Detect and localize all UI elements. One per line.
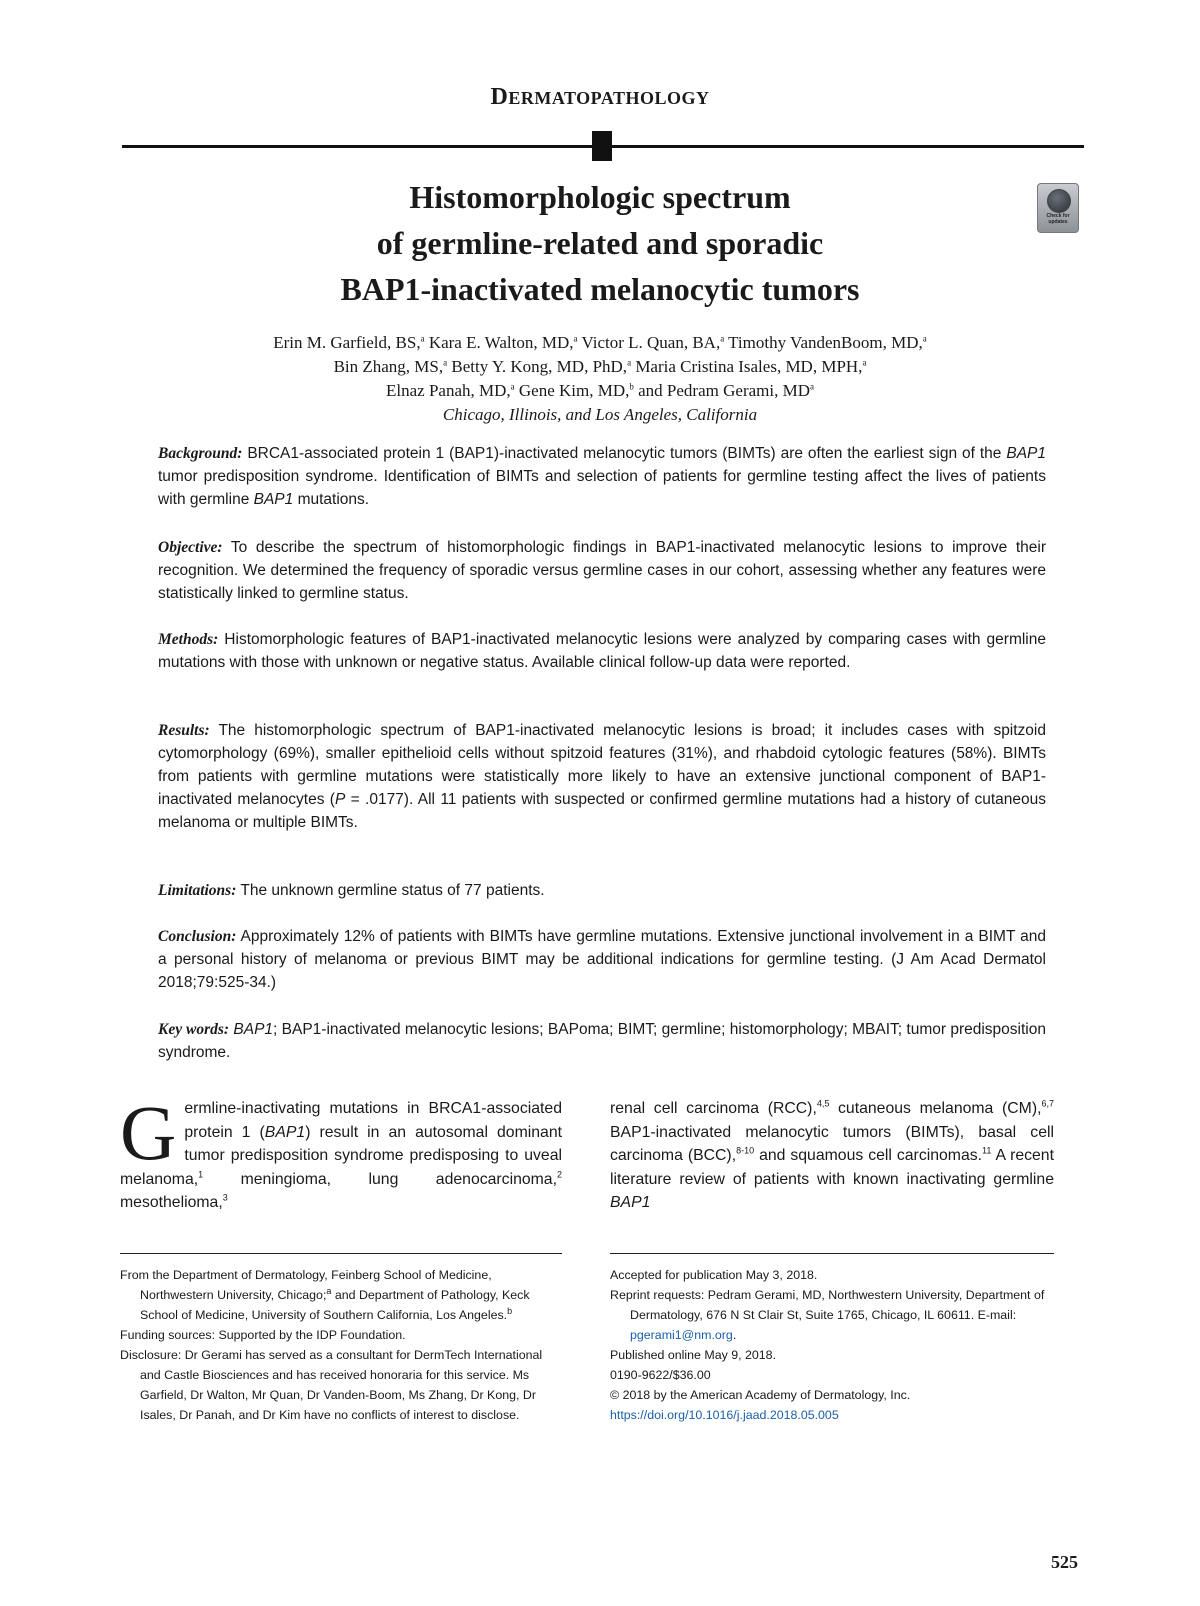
abstract-results: Results: The histomorphologic spectrum of BAP1-inactivated melanocytic lesions is broad; it includes cases with spitzoid cytomorphology (69%), smaller epithelioid cells without spitzoid features (31%), and rhabdoid cytologic features (58%). BIMTs from patients with germline mutations were statistically more likely to have an extensive junctional component of BAP1-inactivated melanocytes (P = .0177). All 11 patients with suspected or confirmed germline mutations had a history of cutaneous melanoma or multiple BIMTs. [158, 722, 1047, 831]
title-line-3: BAP1-inactivated melanocytic tumors [340, 271, 860, 307]
abstract-background: Background: BRCA1-associated protein 1 (BAP1)-inactivated melanocytic tumors (BIMTs) are often the earliest sign of the BAP1 tumor predisposition syndrome. Identification of BIMTs and selection of patients for germline testing affect the lives of patients with germline BAP1 mutations. [158, 445, 1046, 508]
email-link[interactable]: pgerami1@nm.org [630, 1328, 733, 1342]
check-updates-icon [1047, 189, 1071, 213]
funding-note: Funding sources: Supported by the IDP Foundation. [120, 1328, 406, 1342]
affiliation-note: From the Department of Dermatology, Feinberg School of Medicine, Northwestern University, Chicago;$^a$ and Department of Pathology, Keck School of Medicine, University of Southern California, Los Angeles.$^b$ [120, 1268, 530, 1322]
doi-link[interactable]: https://doi.org/10.1016/j.jaad.2018.05.005 [610, 1408, 839, 1422]
body-column-right: renal cell carcinoma (RCC),$^{4,5}$ cutaneous melanoma (CM),$^{6,7}$ BAP1-inactivated melanocytic tumors (BIMTs), basal cell carcinoma (BCC),$^{8-10}$ and squamous cell carcinomas.$^{11}$ A recent literature review of patients with known inactivating germline BAP1 [610, 1098, 1055, 1211]
title-line-2: of germline-related and sporadic [376, 225, 824, 261]
check-for-updates-badge[interactable] [1037, 183, 1079, 233]
header-rule-block [592, 131, 612, 161]
section-header [0, 84, 1200, 111]
body-column-left: Germline-inactivating mutations in BRCA1-associated protein 1 (BAP1) result in an autosomal dominant tumor predisposition syndrome predisposing to uveal melanoma,$^1$ meningioma, lung adenocarcinoma,$^2$ mesothelioma,$^3$ [120, 1089, 563, 1211]
price-note: 0190-9622/$36.00 [610, 1368, 711, 1382]
reprint-note: Reprint requests: Pedram Gerami, MD, Northwestern University, Department of Dermatology, 676 N St Clair St, Suite 1765, Chicago, IL 60611. E-mail: pgerami1@nm.org. [610, 1288, 1045, 1342]
article-title [160, 174, 1040, 312]
check-updates-label: Check for updates [1046, 213, 1070, 225]
section-header-initial: D [490, 84, 509, 110]
published-note: Published online May 9, 2018. [610, 1348, 777, 1362]
footnote-rule-left [120, 1253, 562, 1254]
copyright-note: © 2018 by the American Academy of Dermatology, Inc. [610, 1388, 911, 1402]
drop-cap: G [120, 1089, 177, 1176]
abstract-methods: Methods: Histomorphologic features of BAP1-inactivated melanocytic lesions were analyzed by comparing cases with germline mutations with those with unknown or negative status. Available clinical follow-up data were reported. [158, 631, 1046, 671]
author-location: Chicago, Illinois, and Los Angeles, California [442, 405, 758, 424]
abstract-objective: Objective: To describe the spectrum of histomorphologic findings in BAP1-inactivated melanocytic lesions to improve their recognition. We determined the frequency of sporadic versus germline cases in our cohort, assessing whether any features were statistically linked to germline status. [158, 539, 1046, 602]
page-number: 525 [1051, 1552, 1078, 1572]
section-header-rest: ERMATOPATHOLOGY [508, 88, 710, 108]
title-line-1: Histomorphologic spectrum [409, 179, 791, 215]
abstract-keywords: Key words: BAP1; BAP1-inactivated melanocytic lesions; BAPoma; BIMT; germline; histomorphology; MBAIT; tumor predisposition syndrome. [158, 1021, 1046, 1061]
accepted-note: Accepted for publication May 3, 2018. [610, 1268, 818, 1282]
footnotes-left [120, 1265, 562, 1425]
abstract-limitations: Limitations: The unknown germline status of 77 patients. [158, 882, 545, 899]
footnote-rule-right [610, 1253, 1054, 1254]
footnotes-right [610, 1265, 1054, 1425]
author-line-2: Bin Zhang, MS,$^a$ Betty Y. Kong, MD, PhD,$^a$ Maria Cristina Isales, MD, MPH,$^a$ [333, 357, 867, 376]
author-line-3: Elnaz Panah, MD,$^a$ Gene Kim, MD,$^b$ and Pedram Gerami, $MD^a$ [386, 381, 814, 400]
disclosure-note: Disclosure: Dr Gerami has served as a consultant for DermTech International and Castle Biosciences and has received honoraria for this service. Ms Garfield, Dr Walton, Mr Quan, Dr Vanden-Boom, Ms Zhang, Dr Kong, Dr Isales, Dr Panah, and Dr Kim have no conflicts of interest to disclose. [120, 1348, 543, 1422]
author-block [120, 331, 1080, 427]
abstract-conclusion: Conclusion: Approximately 12% of patients with BIMTs have germline mutations. Extensive junctional involvement in a BIMT and a personal history of melanoma or previous BIMT may be additional indications for germline testing. (J Am Acad Dermatol 2018;79:525-34.) [158, 928, 1046, 991]
author-line-1: Erin M. Garfield, BS,$^a$ Kara E. Walton, MD,$^a$ Victor L. Quan, BA,$^a$ Timothy VandenBoom, MD,$^a$ [273, 333, 927, 352]
